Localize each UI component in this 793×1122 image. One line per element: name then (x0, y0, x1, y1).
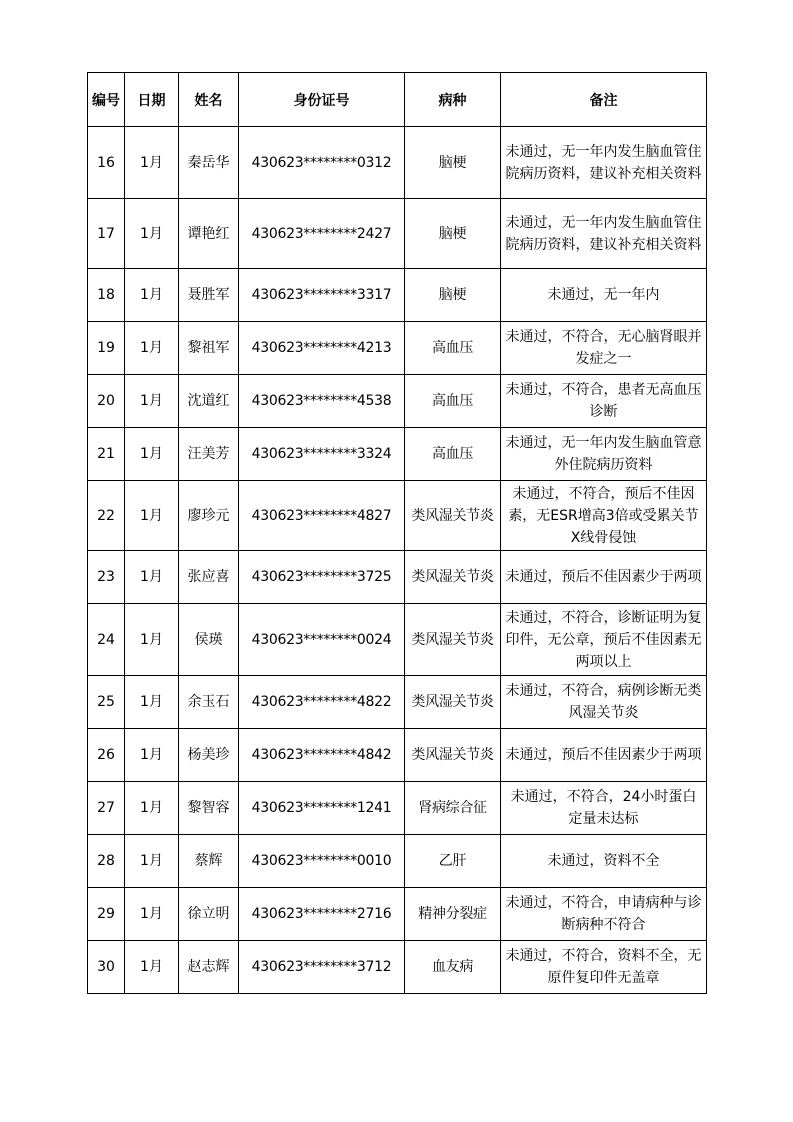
header-date: 日期 (125, 73, 179, 127)
cell-id: 430623********0024 (239, 604, 405, 676)
cell-id: 430623********2716 (239, 888, 405, 941)
cell-date: 1月 (125, 127, 179, 199)
table-body (88, 127, 707, 994)
cell-id: 430623********3317 (239, 269, 405, 322)
cell-disease: 类风湿关节炎 (405, 481, 501, 551)
cell-no: 27 (88, 782, 125, 835)
cell-no: 25 (88, 676, 125, 729)
cell-no: 20 (88, 375, 125, 428)
table-row (88, 888, 707, 941)
table-row (88, 322, 707, 375)
table-row (88, 481, 707, 551)
table-row (88, 941, 707, 994)
cell-no: 26 (88, 729, 125, 782)
cell-id: 430623********3712 (239, 941, 405, 994)
cell-disease: 类风湿关节炎 (405, 604, 501, 676)
records-table (87, 72, 707, 994)
table-row (88, 375, 707, 428)
cell-name: 徐立明 (179, 888, 239, 941)
cell-name: 谭艳红 (179, 199, 239, 269)
table-row (88, 729, 707, 782)
cell-name: 廖珍元 (179, 481, 239, 551)
cell-note: 未通过，不符合，申请病种与诊断病种不符合 (501, 888, 707, 941)
cell-note: 未通过，无一年内 (501, 269, 707, 322)
cell-name: 侯瑛 (179, 604, 239, 676)
cell-no: 21 (88, 428, 125, 481)
cell-no: 30 (88, 941, 125, 994)
cell-disease: 类风湿关节炎 (405, 551, 501, 604)
cell-name: 余玉石 (179, 676, 239, 729)
cell-disease: 精神分裂症 (405, 888, 501, 941)
cell-name: 黎智容 (179, 782, 239, 835)
header-disease: 病种 (405, 73, 501, 127)
cell-id: 430623********4842 (239, 729, 405, 782)
cell-date: 1月 (125, 199, 179, 269)
cell-date: 1月 (125, 676, 179, 729)
table-row (88, 127, 707, 199)
cell-note: 未通过，不符合，无心脑肾眼并发症之一 (501, 322, 707, 375)
cell-id: 430623********4538 (239, 375, 405, 428)
cell-note: 未通过，无一年内发生脑血管意外住院病历资料 (501, 428, 707, 481)
table-row (88, 835, 707, 888)
cell-id: 430623********4822 (239, 676, 405, 729)
cell-no: 24 (88, 604, 125, 676)
cell-note: 未通过，不符合，资料不全，无原件复印件无盖章 (501, 941, 707, 994)
cell-note: 未通过，不符合，24小时蛋白定量未达标 (501, 782, 707, 835)
table-row (88, 428, 707, 481)
cell-name: 汪美芳 (179, 428, 239, 481)
cell-no: 18 (88, 269, 125, 322)
cell-disease: 高血压 (405, 322, 501, 375)
cell-no: 23 (88, 551, 125, 604)
cell-date: 1月 (125, 729, 179, 782)
cell-date: 1月 (125, 835, 179, 888)
cell-disease: 高血压 (405, 375, 501, 428)
cell-note: 未通过，无一年内发生脑血管住院病历资料，建议补充相关资料 (501, 127, 707, 199)
cell-date: 1月 (125, 782, 179, 835)
cell-name: 聂胜军 (179, 269, 239, 322)
cell-disease: 高血压 (405, 428, 501, 481)
cell-date: 1月 (125, 481, 179, 551)
cell-name: 黎祖军 (179, 322, 239, 375)
cell-name: 张应喜 (179, 551, 239, 604)
cell-name: 杨美珍 (179, 729, 239, 782)
cell-no: 22 (88, 481, 125, 551)
header-note: 备注 (501, 73, 707, 127)
cell-date: 1月 (125, 428, 179, 481)
cell-id: 430623********3324 (239, 428, 405, 481)
cell-id: 430623********0312 (239, 127, 405, 199)
cell-name: 蔡辉 (179, 835, 239, 888)
cell-note: 未通过，无一年内发生脑血管住院病历资料，建议补充相关资料 (501, 199, 707, 269)
table-row (88, 782, 707, 835)
cell-note: 未通过，资料不全 (501, 835, 707, 888)
cell-note: 未通过，不符合，诊断证明为复印件，无公章，预后不佳因素无两项以上 (501, 604, 707, 676)
cell-note: 未通过，预后不佳因素少于两项 (501, 729, 707, 782)
cell-disease: 乙肝 (405, 835, 501, 888)
cell-id: 430623********0010 (239, 835, 405, 888)
cell-name: 秦岳华 (179, 127, 239, 199)
cell-date: 1月 (125, 375, 179, 428)
table-row (88, 199, 707, 269)
cell-name: 赵志辉 (179, 941, 239, 994)
header-id: 身份证号 (239, 73, 405, 127)
table-row (88, 551, 707, 604)
cell-disease: 脑梗 (405, 199, 501, 269)
header-no: 编号 (88, 73, 125, 127)
cell-date: 1月 (125, 269, 179, 322)
table-row (88, 269, 707, 322)
cell-note: 未通过，不符合，患者无高血压诊断 (501, 375, 707, 428)
cell-date: 1月 (125, 604, 179, 676)
cell-id: 430623********1241 (239, 782, 405, 835)
table-row (88, 676, 707, 729)
cell-disease: 血友病 (405, 941, 501, 994)
cell-id: 430623********4827 (239, 481, 405, 551)
cell-id: 430623********2427 (239, 199, 405, 269)
cell-disease: 脑梗 (405, 127, 501, 199)
cell-no: 17 (88, 199, 125, 269)
cell-no: 19 (88, 322, 125, 375)
header-name: 姓名 (179, 73, 239, 127)
cell-no: 28 (88, 835, 125, 888)
cell-disease: 类风湿关节炎 (405, 729, 501, 782)
table-row (88, 604, 707, 676)
cell-note: 未通过，不符合，病例诊断无类风湿关节炎 (501, 676, 707, 729)
cell-no: 16 (88, 127, 125, 199)
cell-name: 沈道红 (179, 375, 239, 428)
cell-disease: 脑梗 (405, 269, 501, 322)
cell-date: 1月 (125, 941, 179, 994)
cell-no: 29 (88, 888, 125, 941)
cell-disease: 类风湿关节炎 (405, 676, 501, 729)
cell-date: 1月 (125, 551, 179, 604)
cell-note: 未通过，不符合，预后不佳因素，无ESR增高3倍或受累关节X线骨侵蚀 (501, 481, 707, 551)
cell-date: 1月 (125, 888, 179, 941)
header-row (88, 73, 707, 127)
cell-date: 1月 (125, 322, 179, 375)
cell-note: 未通过，预后不佳因素少于两项 (501, 551, 707, 604)
cell-id: 430623********4213 (239, 322, 405, 375)
cell-id: 430623********3725 (239, 551, 405, 604)
cell-disease: 肾病综合征 (405, 782, 501, 835)
